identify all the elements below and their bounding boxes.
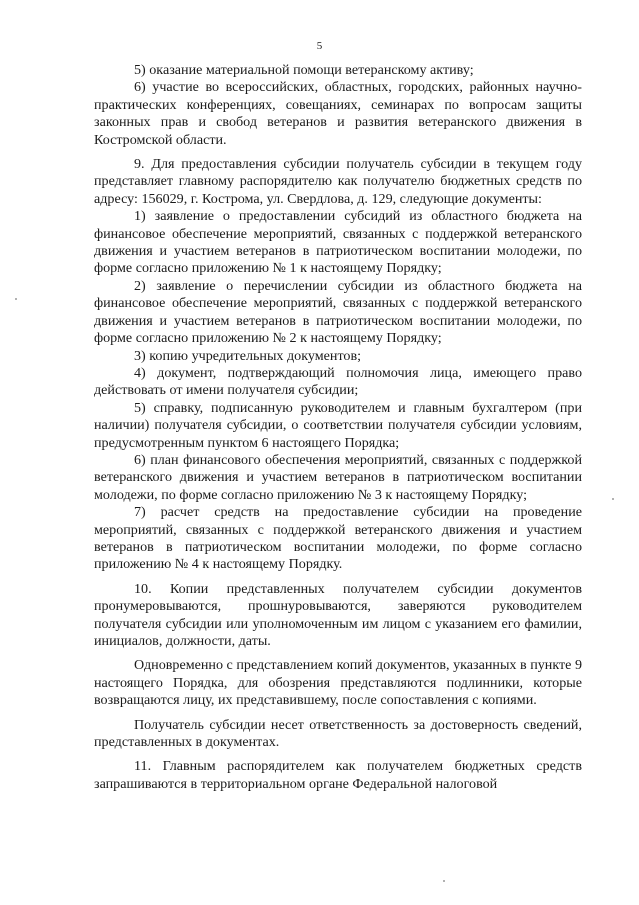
paragraph-doc-6: 6) план финансового обеспечения мероприятий, связанных с поддержкой ветеранского движения и участием ветеранов в патриотическом воспитании молодежи, по форме согласно приложению № 3 к настоящему Порядку; — [94, 451, 582, 503]
paragraph-doc-3: 3) копию учредительных документов; — [134, 347, 362, 364]
scan-speck — [612, 498, 614, 500]
paragraph-doc-2: 2) заявление о перечислении субсидии из областного бюджета на финансовое обеспечение мероприятий, связанных с поддержкой ветеранского движения и участием ветеранов в патриотическом воспитании молодежи, по форме согласно приложению № 2 к настоящему Порядку; — [94, 277, 582, 347]
paragraph-doc-5: 5) справку, подписанную руководителем и главным бухгалтером (при наличии) получателя субсидии, о соответствии получателя субсидии условиям, предусмотренным пунктом 6 настоящего Порядка; — [94, 399, 582, 451]
paragraph-clause-9: 9. Для предоставления субсидии получатель субсидии в текущем году представляет главному распорядителю как получателю бюджетных средств по адресу: 156029, г. Кострома, ул. Свердлова, д. 129, следующие документы: — [94, 156, 582, 207]
paragraph-responsibility: Получатель субсидии несет ответственность за достоверность сведений, представленных в документах. — [94, 716, 582, 751]
scan-speck — [443, 880, 445, 882]
paragraph-originals: Одновременно с представлением копий документов, указанных в пункте 9 настоящего Порядка, для обозрения представляются подлинники, которые возвращаются лицу, их представившему, после сопоставления с копиями. — [94, 657, 582, 709]
paragraph-item-6: 6) участие во всероссийских, областных, городских, районных научно-практических конференциях, совещаниях, семинарах по вопросам защиты законных прав и свобод ветеранов и развития ветеранского движения в Костромской области. — [94, 79, 582, 148]
paragraph-clause-10: 10. Копии представленных получателем субсидии документов пронумеровываются, прошнуровываются, заверяются руководителем получателя субсидии или уполномоченным им лицом с указанием его фамилии, инициалов, должности, даты. — [94, 580, 582, 649]
paragraph-doc-1: 1) заявление о предоставлении субсидий из областного бюджета на финансовое обеспечение мероприятий, связанных с поддержкой ветеранского движения и участием ветеранов в патриотическом воспитании молодежи, по форме согласно приложению № 1 к настоящему Порядку; — [94, 208, 582, 277]
document-body — [94, 62, 582, 793]
paragraph-clause-11: 11. Главным распорядителем как получателем бюджетных средств запрашиваются в территориальном органе Федеральной налоговой — [94, 758, 582, 792]
scan-speck — [15, 298, 17, 300]
paragraph-item-5: 5) оказание материальной помощи ветеранскому активу; — [134, 62, 474, 78]
page-number: 5 — [316, 40, 323, 52]
paragraph-doc-4: 4) документ, подтверждающий полномочия лица, имеющего право действовать от имени получателя субсидии; — [94, 364, 582, 399]
paragraph-doc-7: 7) расчет средств на предоставление субсидии на проведение мероприятий, связанных с поддержкой ветеранского движения и участием ветеранов в патриотическом воспитании молодежи, по форме согласно приложению № 4 к настоящему Порядку. — [94, 504, 582, 573]
